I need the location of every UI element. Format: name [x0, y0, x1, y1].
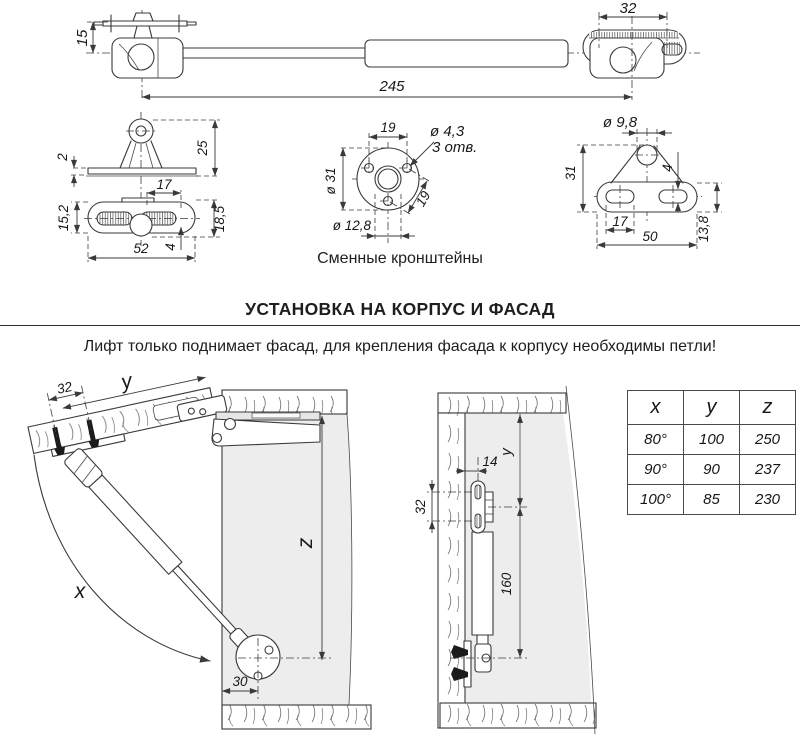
- dim-18-5: 18,5: [212, 205, 227, 233]
- dim-52: 52: [133, 241, 149, 256]
- cell-angle: 90°: [628, 455, 684, 485]
- open-installation-view: [20, 348, 371, 729]
- dim-25: 25: [195, 140, 210, 156]
- dim-32-flap: 32: [55, 378, 74, 397]
- swing-arc: [34, 455, 210, 661]
- dim-32-top: 32: [619, 0, 637, 17]
- cell-z: 237: [740, 455, 796, 485]
- cabinet-top-panel: [222, 390, 347, 414]
- warning-text: Лифт только поднимает фасад, для крепления фасада к корпусу необходимы петли!: [83, 338, 717, 355]
- hub-diameter-label: ø 12,8: [332, 218, 371, 233]
- header-y: y: [684, 391, 740, 425]
- angle-table-header-row: [628, 391, 796, 425]
- section-title: УСТАНОВКА НА КОРПУС И ФАСАД: [245, 299, 555, 319]
- plate-diameter-label: ø 31: [323, 167, 338, 195]
- dim-14: 14: [482, 454, 498, 469]
- facade-flap: [20, 348, 229, 460]
- closed-bottom-panel: [440, 703, 596, 728]
- cell-z: 230: [740, 485, 796, 515]
- lift-cylinder: [89, 475, 182, 574]
- label-z-open: z: [294, 537, 317, 549]
- hole-diameter-label: ø 4,3: [430, 123, 465, 140]
- dim-17: 17: [156, 177, 172, 192]
- lift-side-view: [74, 0, 700, 100]
- dim-19-top: 19: [380, 120, 396, 135]
- dim-19-diag: 19: [412, 188, 434, 210]
- dim-32-closed: 32: [413, 499, 428, 515]
- dim-160: 160: [499, 572, 514, 596]
- hinge-assembly: [212, 412, 320, 446]
- closed-cylinder: [472, 532, 493, 635]
- wing-bracket: [103, 21, 187, 26]
- piston-rod: [183, 48, 365, 58]
- closed-top-panel: [438, 393, 566, 413]
- dim-30: 30: [232, 674, 248, 689]
- label-x-open: x: [74, 580, 86, 603]
- dim-4: 4: [163, 243, 178, 251]
- piston-end-body: [112, 38, 183, 78]
- angle-table: [627, 390, 796, 515]
- closed-front-panel: [438, 413, 465, 728]
- cell-y: 90: [684, 455, 740, 485]
- dim-15-2: 15,2: [56, 204, 71, 232]
- table-row: [628, 425, 796, 455]
- dim-245: 245: [379, 78, 405, 95]
- cell-angle: 80°: [628, 425, 684, 455]
- cylinder-body: [365, 40, 568, 67]
- pin-diameter-label: ø 9,8: [602, 114, 638, 131]
- center-boss: [130, 214, 152, 236]
- cell-y: 85: [684, 485, 740, 515]
- section-divider: [0, 325, 800, 326]
- dim-17-slot: 17: [612, 214, 628, 229]
- header-z: z: [740, 391, 796, 425]
- dim-31: 31: [563, 165, 578, 181]
- round-plate-view: [323, 120, 477, 243]
- brackets-caption: Сменные кронштейны: [317, 250, 483, 267]
- cell-angle: 100°: [628, 485, 684, 515]
- t-bracket-view: [563, 114, 722, 249]
- holes-count-label: 3 отв.: [432, 139, 478, 156]
- closed-installation-view: [413, 386, 596, 734]
- cabinet-bottom-panel: [222, 705, 371, 729]
- bracket-base-plate: [88, 168, 196, 174]
- table-row: [628, 485, 796, 515]
- dim-50: 50: [642, 229, 658, 244]
- header-x: x: [628, 391, 684, 425]
- label-y-closed: y: [498, 448, 515, 456]
- cell-y: 100: [684, 425, 740, 455]
- cell-z: 250: [740, 425, 796, 455]
- closed-mount-plate: [464, 641, 471, 687]
- table-row: [628, 455, 796, 485]
- dim-13-8: 13,8: [696, 215, 711, 243]
- dim-2: 2: [55, 153, 70, 161]
- dim-15: 15: [74, 29, 91, 47]
- dim-4-slot: 4: [660, 164, 675, 172]
- label-y-open: y: [119, 369, 135, 394]
